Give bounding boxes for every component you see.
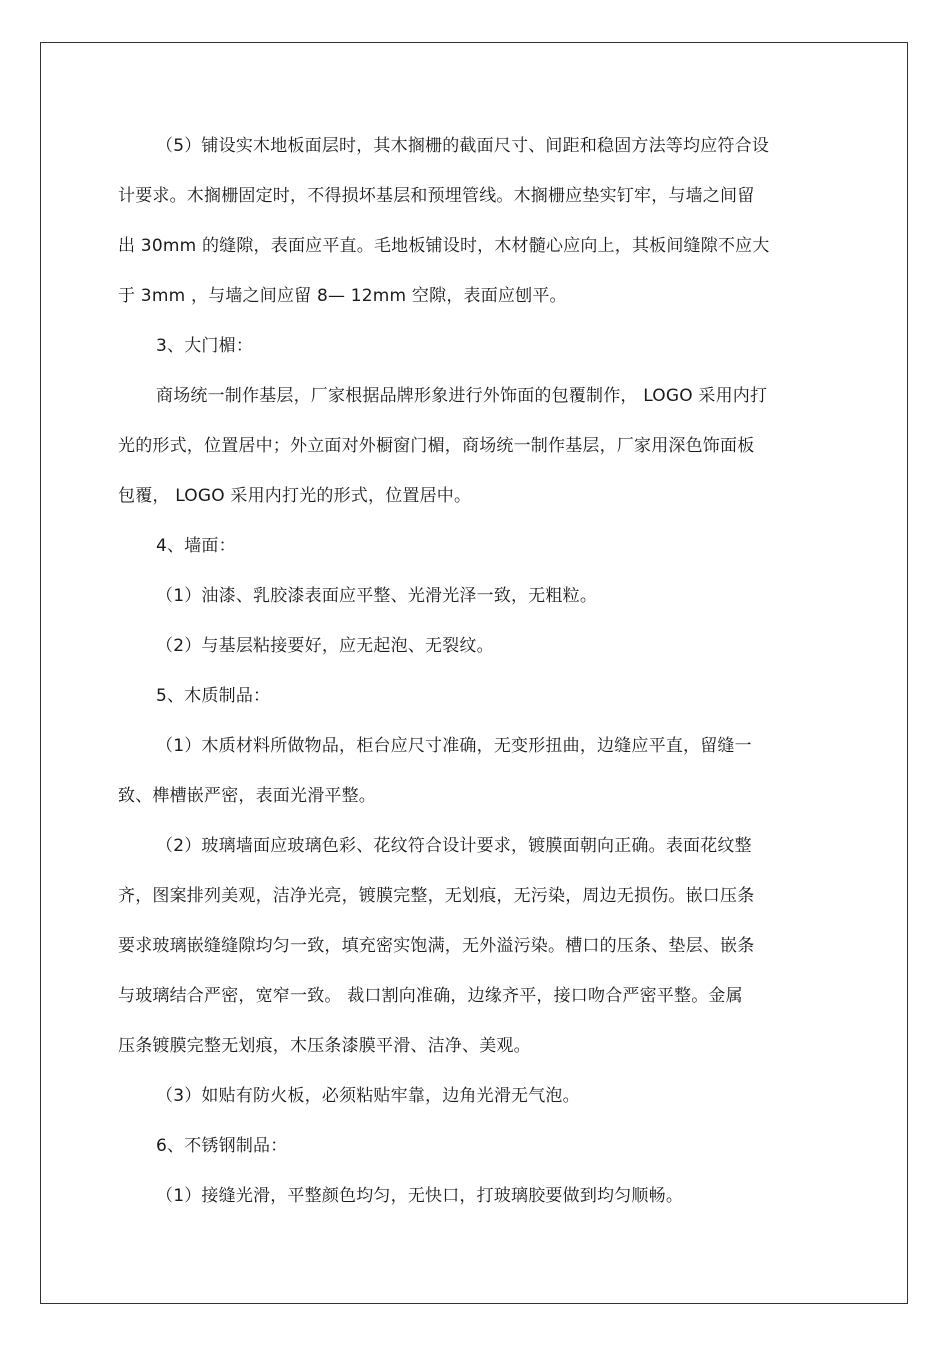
text-line: 出 30mm 的缝隙，表面应平直。毛地板铺设时，木材髓心应向上，其板间缝隙不应大: [118, 236, 770, 256]
text-line: （2）玻璃墙面应玻璃色彩、花纹符合设计要求，镀膜面朝向正确。表面花纹整: [156, 836, 752, 856]
text-line: （1）木质材料所做物品，柜台应尺寸准确，无变形扭曲，边缝应平直，留缝一: [156, 736, 752, 756]
text-line: 商场统一制作基层，厂家根据品牌形象进行外饰面的包覆制作， LOGO 采用内打: [156, 386, 768, 406]
text-line: 光的形式，位置居中；外立面对外橱窗门楣，商场统一制作基层，厂家用深色饰面板: [118, 436, 755, 456]
text-line: （1）油漆、乳胶漆表面应平整、光滑光泽一致，无粗粒。: [156, 586, 598, 606]
section-heading: 3、大门楣：: [156, 336, 254, 356]
text-line: 与玻璃结合严密，宽窄一致。 裁口割向准确，边缘齐平，接口吻合严密平整。金属: [118, 986, 743, 1006]
text-line: 要求玻璃嵌缝缝隙均匀一致，填充密实饱满，无外溢污染。槽口的压条、垫层、嵌条: [118, 936, 755, 956]
text-line: 致、榫槽嵌严密，表面光滑平整。: [118, 786, 376, 806]
text-line: （2）与基层粘接要好，应无起泡、无裂纹。: [156, 636, 494, 656]
text-line: 包覆， LOGO 采用内打光的形式，位置居中。: [118, 486, 472, 506]
text-line: （1）接缝光滑，平整颜色均匀，无快口，打玻璃胶要做到均匀顺畅。: [156, 1186, 684, 1206]
page-border: [40, 42, 908, 1304]
text-line: （5）铺设实木地板面层时，其木搁栅的截面尺寸、间距和稳固方法等均应符合设: [156, 136, 770, 156]
section-heading: 4、墙面：: [156, 536, 236, 556]
text-line: 于 3mm ，与墙之间应留 8— 12mm 空隙，表面应刨平。: [118, 286, 567, 306]
text-line: 计要求。木搁栅固定时，不得损坏基层和预埋管线。木搁栅应垫实钉牢，与墙之间留: [118, 186, 755, 206]
text-line: 压条镀膜完整无划痕，木压条漆膜平滑、洁净、美观。: [118, 1036, 531, 1056]
section-heading: 6、不锈钢制品：: [156, 1136, 288, 1156]
section-heading: 5、木质制品：: [156, 686, 271, 706]
text-line: （3）如贴有防火板，必须粘贴牢靠，边角光滑无气泡。: [156, 1086, 580, 1106]
text-line: 齐，图案排列美观，洁净光亮，镀膜完整，无划痕，无污染，周边无损伤。嵌口压条: [118, 886, 755, 906]
